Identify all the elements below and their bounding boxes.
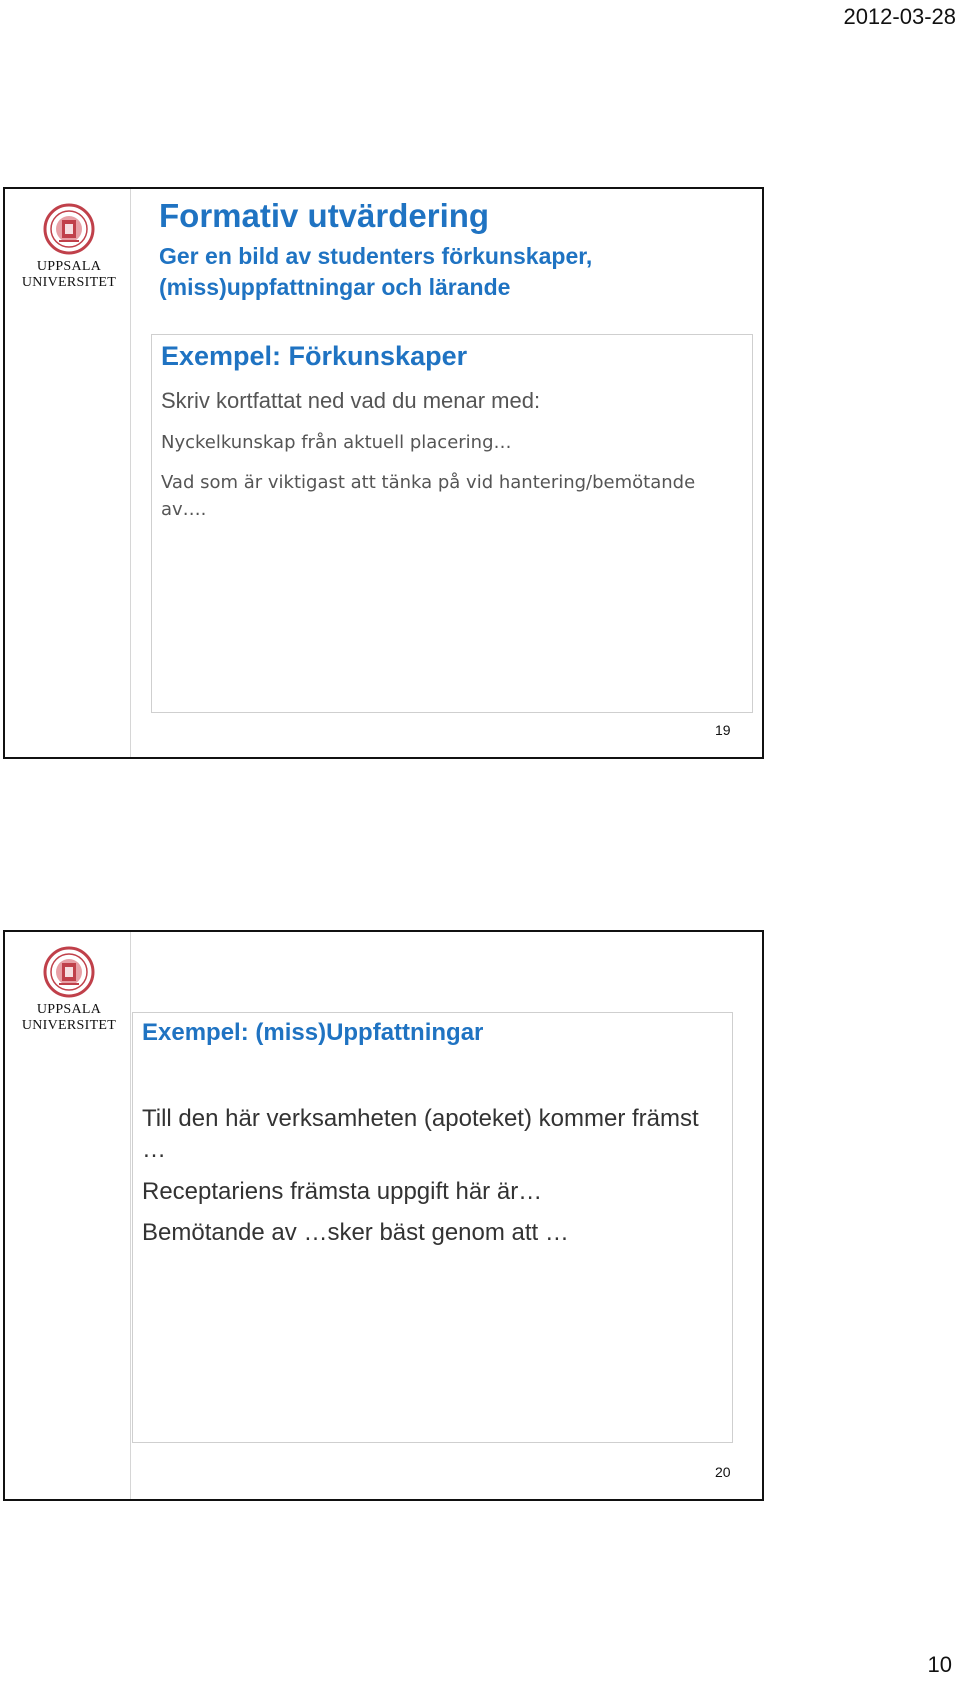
box-heading: Exempel: Förkunskaper (161, 341, 468, 371)
university-logo (21, 946, 117, 1034)
content-box (132, 1012, 733, 1443)
prompt-item: Till den här verksamheten (apoteket) kommer främst … (142, 1105, 699, 1163)
university-seal-icon (43, 203, 95, 255)
slide-number: 20 (715, 1464, 731, 1480)
box-heading: Exempel: (miss)Uppfattningar (142, 1019, 484, 1046)
slide-title: Formativ utvärdering (159, 197, 490, 234)
prompt-item: Nyckelkunskap från aktuell placering… (161, 432, 512, 453)
slide-20 (3, 930, 764, 1501)
page-number: 10 (927, 1652, 952, 1677)
intro-text: Skriv kortfattat ned vad du menar med: (161, 388, 541, 413)
slide-19 (3, 187, 764, 759)
prompt-item: Bemötande av …sker bäst genom att … (142, 1219, 569, 1246)
slide-sidebar (5, 932, 131, 1499)
logo-text-universitet: UNIVERSITET (21, 1018, 117, 1033)
slide-subtitle: Ger en bild av studenters förkunskaper, (miss)uppfattningar och lärande (159, 243, 593, 300)
content-box (151, 334, 753, 713)
slide-number: 19 (715, 722, 731, 738)
logo-text-universitet: UNIVERSITET (21, 275, 117, 290)
slide-sidebar (5, 189, 131, 757)
university-logo (21, 203, 117, 291)
university-seal-icon (43, 946, 95, 998)
logo-text-uppsala: UPPSALA (36, 259, 102, 274)
prompt-item: Vad som är viktigast att tänka på vid hantering/bemötande av…. (161, 472, 696, 520)
page-date: 2012-03-28 (843, 4, 956, 29)
logo-text-uppsala: UPPSALA (36, 1002, 102, 1017)
prompt-item: Receptariens främsta uppgift här är… (142, 1178, 543, 1205)
